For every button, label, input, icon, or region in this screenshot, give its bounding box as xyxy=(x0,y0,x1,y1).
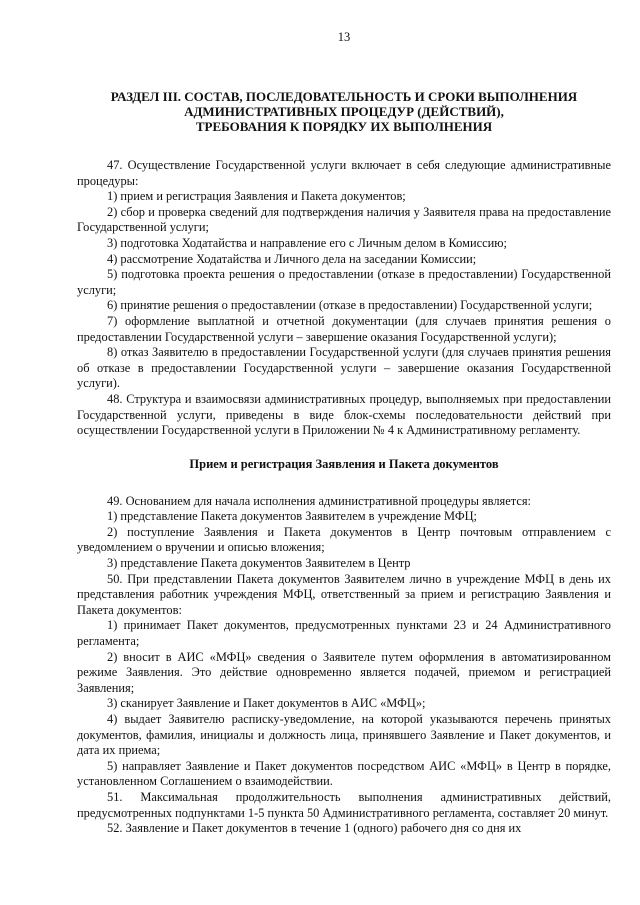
paragraph: 3) подготовка Ходатайства и направление его с Личным делом в Комиссию; xyxy=(107,235,507,250)
paragraph: 47. Осуществление Государственной услуги включает в себя следующие административные процедуры: xyxy=(77,158,611,188)
section-title-line: ТРЕБОВАНИЯ К ПОРЯДКУ ИХ ВЫПОЛНЕНИЯ xyxy=(195,119,493,134)
document-page xyxy=(77,30,611,837)
subsection-title: Прием и регистрация Заявления и Пакета документов xyxy=(189,456,499,471)
section-title-line: АДМИНИСТРАТИВНЫХ ПРОЦЕДУР (ДЕЙСТВИЙ), xyxy=(184,104,504,119)
paragraph: 6) принятие решения о предоставлении (отказе в предоставлении) Государственной услуги; xyxy=(107,298,593,313)
paragraph: 52. Заявление и Пакет документов в течение 1 (одного) рабочего дня со дня их xyxy=(107,821,522,836)
paragraph: 4) рассмотрение Ходатайства и Личного дела на заседании Комиссии; xyxy=(107,251,477,266)
paragraph: 50. При представлении Пакета документов Заявителем лично в учреждение МФЦ в день их представления работник учреждения МФЦ, ответственный за прием и регистрацию Заявления и Пакета документов: xyxy=(77,571,611,617)
paragraph: 1) принимает Пакет документов, предусмотренных пунктами 23 и 24 Административного регламента; xyxy=(77,618,611,649)
paragraph: 1) представление Пакета документов Заявителем в учреждение МФЦ; xyxy=(107,509,477,524)
paragraph: 5) направляет Заявление и Пакет документов посредством АИС «МФЦ» в Центр в порядке, установленном Соглашением о взаимодействии. xyxy=(77,758,611,789)
page-number: 13 xyxy=(337,30,351,44)
paragraph: 3) представление Пакета документов Заявителем в Центр xyxy=(107,556,411,571)
body-block-2 xyxy=(77,494,611,837)
paragraph: 49. Основанием для начала исполнения административной процедуры является: xyxy=(107,493,531,508)
paragraph: 51. Максимальная продолжительность выполнения административных действий, предусмотренных подпунктами 1-5 пункта 50 Административного регламента, составляет 20 минут. xyxy=(77,789,611,820)
paragraph: 7) оформление выплатной и отчетной документации (для случаев принятия решения о предоставлении Государственной услуги – завершение оказания Государственной услуги); xyxy=(77,313,611,344)
body-block-1 xyxy=(77,158,611,439)
paragraph: 5) подготовка проекта решения о предоставлении (отказе в предоставлении) Государственной услуги; xyxy=(77,267,611,297)
paragraph: 2) вносит в АИС «МФЦ» сведения о Заявителе путем оформления в автоматизированном режиме Заявления. Это действие одновременно является подачей, приемом и регистрацией Заявления; xyxy=(77,649,611,695)
paragraph: 48. Структура и взаимосвязи административных процедур, выполняемых при предоставлении Государственной услуги, приведены в виде блок-схемы последовательности действий при осуществлении Государственной услуги в Приложении № 4 к Административному регламенту. xyxy=(77,391,611,438)
paragraph: 2) сбор и проверка сведений для подтверждения наличия у Заявителя права на предоставление Государственной услуги; xyxy=(77,204,611,235)
paragraph: 3) сканирует Заявление и Пакет документов в АИС «МФЦ»; xyxy=(107,696,426,711)
section-title xyxy=(77,89,611,134)
section-title-line: РАЗДЕЛ III. СОСТАВ, ПОСЛЕДОВАТЕЛЬНОСТЬ И СРОКИ ВЫПОЛНЕНИЯ xyxy=(110,89,578,104)
paragraph: 8) отказ Заявителю в предоставлении Государственной услуги (для случаев принятия решения об отказе в предоставлении Государственной услуги – завершение оказания Государственной услуги). xyxy=(77,345,611,391)
paragraph: 4) выдает Заявителю расписку-уведомление, на которой указываются перечень принятых документов, фамилия, инициалы и должность лица, принявшего Заявление и Пакет документов, и дата их приема; xyxy=(77,712,611,758)
paragraph: 1) прием и регистрация Заявления и Пакета документов; xyxy=(107,189,406,204)
paragraph: 2) поступление Заявления и Пакета документов в Центр почтовым отправлением с уведомлением о вручении и описью вложения; xyxy=(77,524,611,555)
